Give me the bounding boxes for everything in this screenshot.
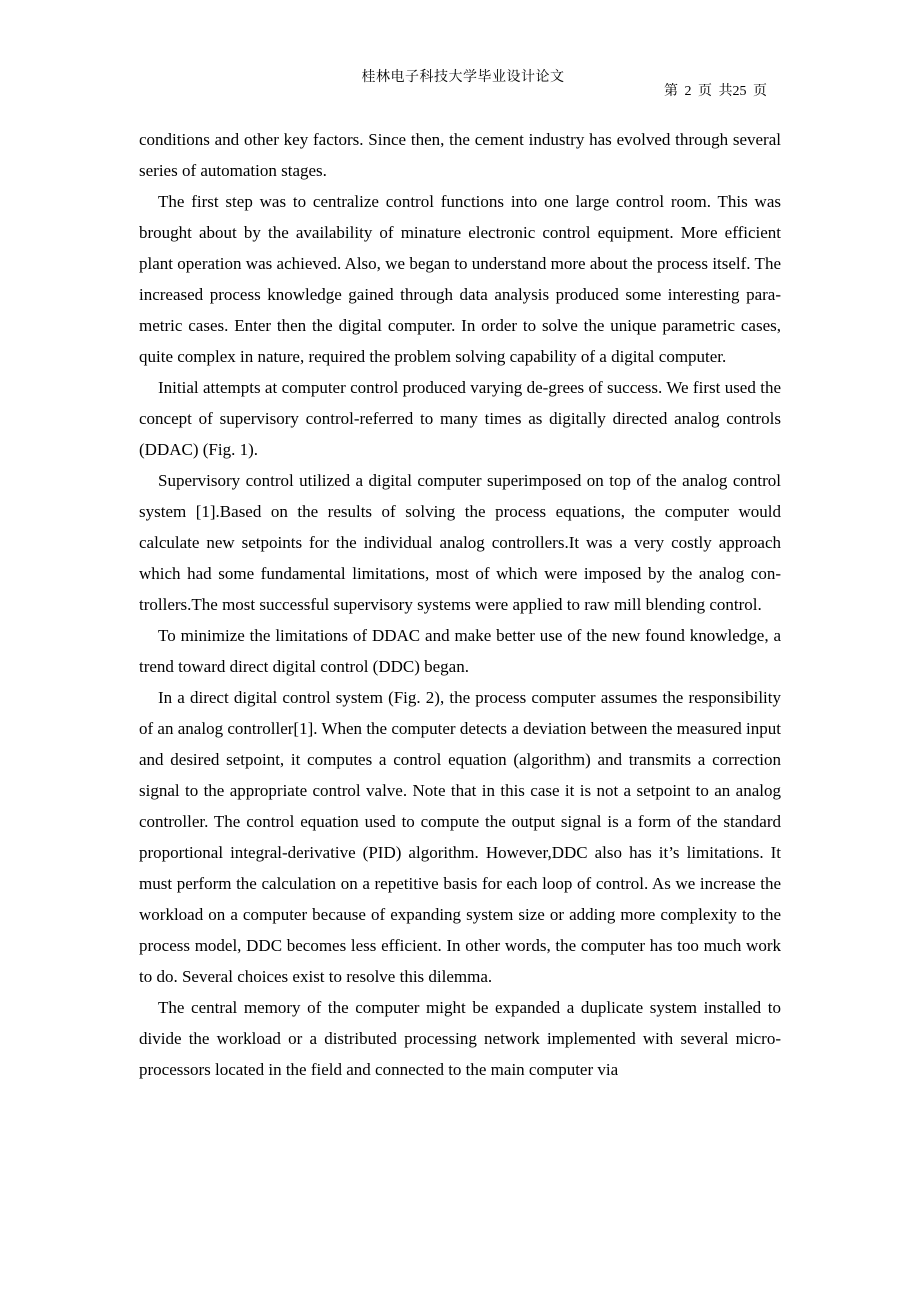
page-number: 第 2 页 共25 页 <box>664 84 767 99</box>
paragraph: The central memory of the computer might be expanded a duplicate system installed to divide the workload or a distributed processing network implemented with several micro-processors located in the field and connected to the main computer via <box>139 998 781 1079</box>
document-body <box>139 124 781 1085</box>
paragraph: The first step was to centralize control functions into one large control room. This was brought about by the availability of minature electronic control equipment. More efficient plant operation was achieved. Also, we began to understand more about the process itself. The increased process knowledge gained through data analysis produced some interesting para-metric cases. Enter then the digital computer. In order to solve the unique parametric cases, quite complex in nature, required the problem solving capability of a digital computer. <box>139 192 781 366</box>
header-title: 桂林电子科技大学毕业设计论文 <box>361 70 565 85</box>
paragraph: To minimize the limitations of DDAC and make better use of the new found knowledge, a trend toward direct digital control (DDC) began. <box>139 626 781 676</box>
paragraph: In a direct digital control system (Fig. 2), the process computer assumes the responsibility of an analog controller[1]. When the computer detects a deviation between the measured input and desired setpoint, it computes a control equation (algorithm) and transmits a correction signal to the appropriate control valve. Note that in this case it is not a setpoint to an analog controller. The control equation used to compute the output signal is a form of the standard proportional integral-derivative (PID) algorithm. However,DDC also has it’s limitations. It must perform the calculation on a repetitive basis for each loop of control. As we increase the workload on a computer because of expanding system size or adding more complexity to the process model, DDC becomes less efficient. In other words, the computer has too much work to do. Several choices exist to resolve this dilemma. <box>139 688 781 986</box>
paragraph: Initial attempts at computer control produced varying de-grees of success. We first used the concept of supervisory control-referred to many times as digitally directed analog controls (DDAC) (Fig. 1). <box>139 378 781 459</box>
paragraph: Supervisory control utilized a digital computer superimposed on top of the analog control system [1].Based on the results of solving the process equations, the computer would calculate new setpoints for the individual analog controllers.It was a very costly approach which had some fundamental limitations, most of which were imposed by the analog con-trollers.The most successful supervisory systems were applied to raw mill blending control. <box>139 471 781 614</box>
page-header <box>0 0 920 110</box>
paragraph-continued: conditions and other key factors. Since then, the cement industry has evolved through several series of automation stages. <box>139 130 781 180</box>
